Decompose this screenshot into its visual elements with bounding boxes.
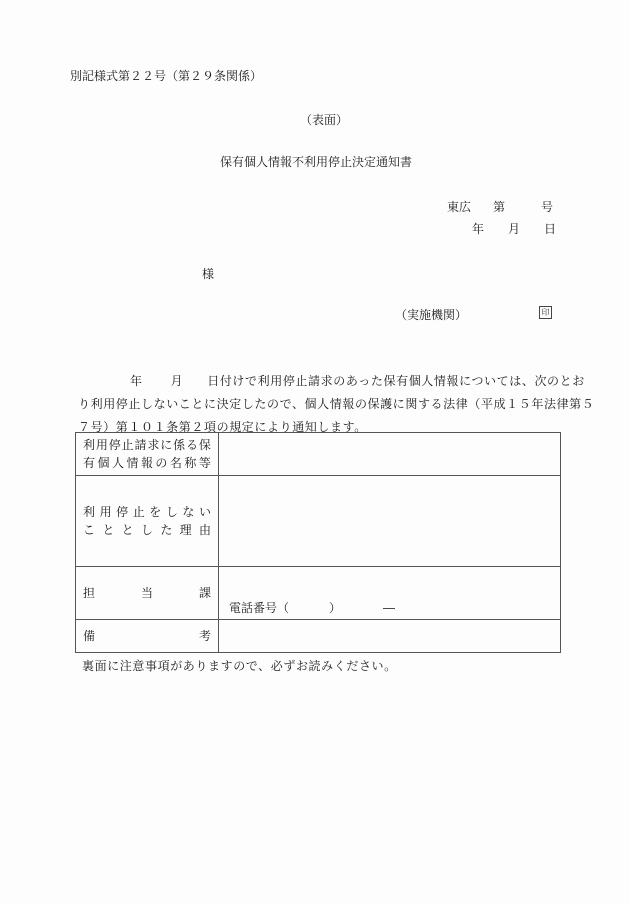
issue-date: [472, 220, 556, 237]
label-department: [76, 567, 219, 620]
label-line: 備 考: [83, 629, 211, 643]
body-line-2: り利用停止しないことに決定したので、個人情報の保護に関する法律（平成１５年法律第５: [78, 397, 595, 411]
label-line: 利 用 停 止 を し な い: [83, 505, 211, 519]
label-line: 有 個 人 情 報 の 名 称 等: [83, 456, 211, 470]
value-reason[interactable]: [219, 476, 561, 567]
reference-prefix: 東広: [447, 200, 472, 214]
label-line: こ と と し た 理 由: [83, 523, 211, 537]
notice-body: [78, 370, 595, 439]
date-day: 日: [544, 222, 557, 236]
footer-note: 裏面に注意事項がありますので、必ずお読みください。: [82, 659, 397, 673]
side-label: （表面）: [300, 113, 349, 127]
date-year: 年: [472, 222, 485, 236]
label-remarks: [76, 620, 219, 653]
value-target-info[interactable]: [219, 433, 561, 476]
date-month: 月: [508, 222, 521, 236]
phone-close-paren: ）: [329, 601, 342, 615]
label-line: 利 用 停 止 請 求 に 係 る 保: [83, 438, 211, 452]
seal-mark: 印: [539, 306, 552, 319]
value-remarks[interactable]: [219, 620, 561, 653]
value-department[interactable]: [219, 567, 561, 620]
table-row-target-info: [76, 433, 561, 476]
reference-number-label: 第: [493, 200, 506, 214]
body-line-3: ７号）第１０１条第２項の規定により通知します。: [78, 420, 367, 434]
form-number: 別記様式第２２号（第２９条関係）: [70, 69, 263, 83]
issuer-label: （実施機関）: [395, 308, 468, 322]
document-title: 保有個人情報不利用停止決定通知書: [220, 155, 413, 169]
reference-number: [447, 198, 553, 215]
label-reason: [76, 476, 219, 567]
phone-label: 電話番号（: [229, 601, 290, 615]
phone-dash: ―: [383, 601, 396, 615]
body-line-1: 年 月 日付けで利用停止請求のあった保有個人情報については、次のとお: [130, 374, 585, 388]
label-line: 担 当 課: [83, 586, 211, 600]
notice-table: [75, 432, 561, 653]
label-target-info: [76, 433, 219, 476]
table-row-remarks: [76, 620, 561, 653]
phone-number: [229, 599, 395, 616]
addressee-honorific: 様: [202, 267, 215, 281]
reference-suffix: 号: [541, 200, 554, 214]
table-row-department: [76, 567, 561, 620]
table-row-reason: [76, 476, 561, 567]
